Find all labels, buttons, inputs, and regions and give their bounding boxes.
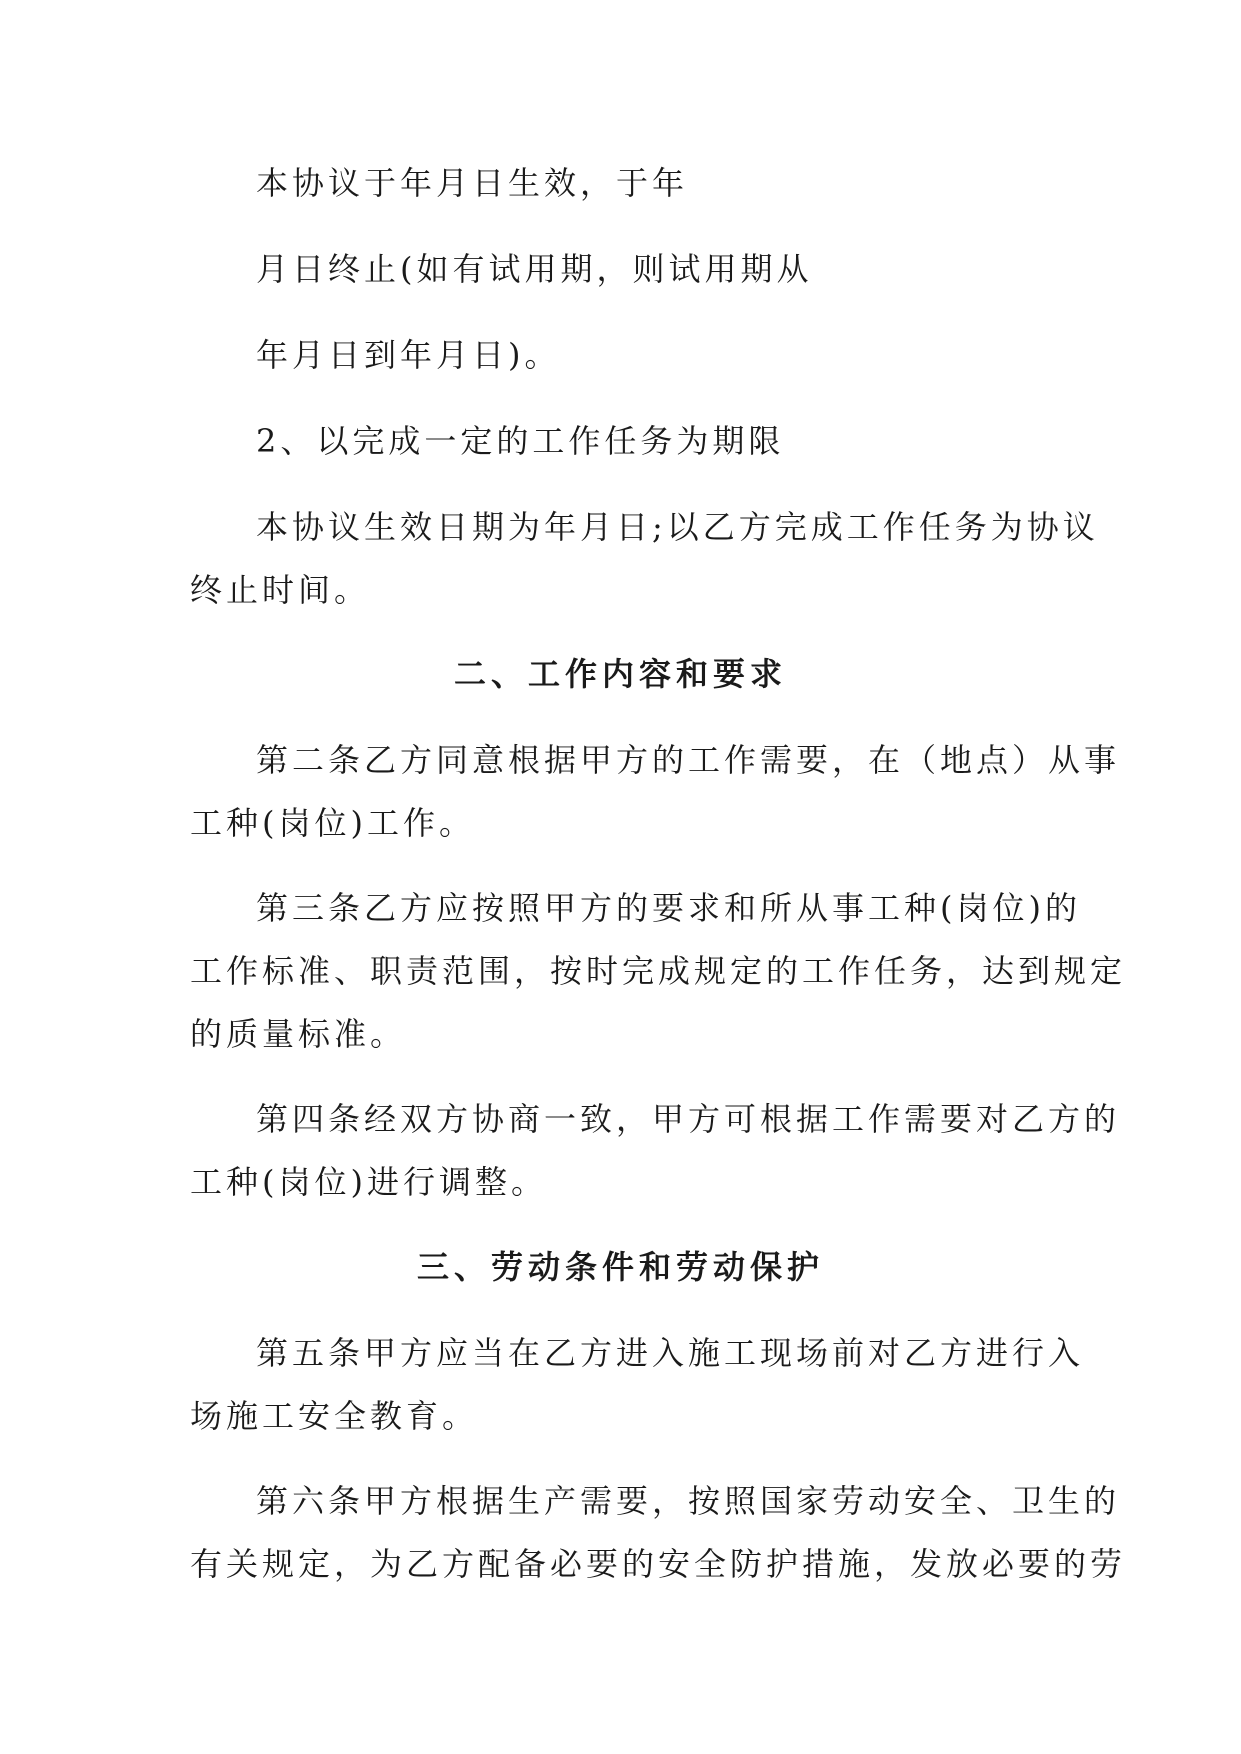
paragraph-line: 本协议生效日期为年月日;以乙方完成工作任务为协议 (256, 508, 1099, 546)
paragraph-line: 第二条乙方同意根据甲方的工作需要，在（地点）从事 (256, 741, 1121, 779)
paragraph-line: 工种(岗位)工作。 (190, 804, 475, 842)
paragraph-line: 第三条乙方应按照甲方的要求和所从事工种(岗位)的 (256, 889, 1081, 927)
paragraph-line: 月日终止(如有试用期，则试用期从 (256, 250, 813, 288)
paragraph-line: 第六条甲方根据生产需要，按照国家劳动安全、卫生的 (256, 1482, 1121, 1520)
paragraph-line: 第四条经双方协商一致，甲方可根据工作需要对乙方的 (256, 1100, 1121, 1138)
section-heading: 三、劳动条件和劳动保护 (416, 1248, 824, 1286)
paragraph-line: 工种(岗位)进行调整。 (190, 1163, 547, 1201)
paragraph-line: 场施工安全教育。 (190, 1397, 479, 1435)
paragraph-line: 本协议于年月日生效，于年 (256, 164, 689, 202)
paragraph-line: 有关规定，为乙方配备必要的安全防护措施，发放必要的劳 (190, 1545, 1127, 1583)
paragraph-line: 终止时间。 (190, 571, 371, 609)
paragraph-line: 的质量标准。 (190, 1015, 407, 1053)
paragraph-line: 2、以完成一定的工作任务为期限 (256, 422, 785, 460)
paragraph-line: 第五条甲方应当在乙方进入施工现场前对乙方进行入 (256, 1334, 1085, 1372)
section-heading: 二、工作内容和要求 (453, 655, 787, 693)
paragraph-line: 年月日到年月日)。 (256, 336, 561, 374)
paragraph-line: 工作标准、职责范围，按时完成规定的工作任务，达到规定 (190, 952, 1127, 990)
